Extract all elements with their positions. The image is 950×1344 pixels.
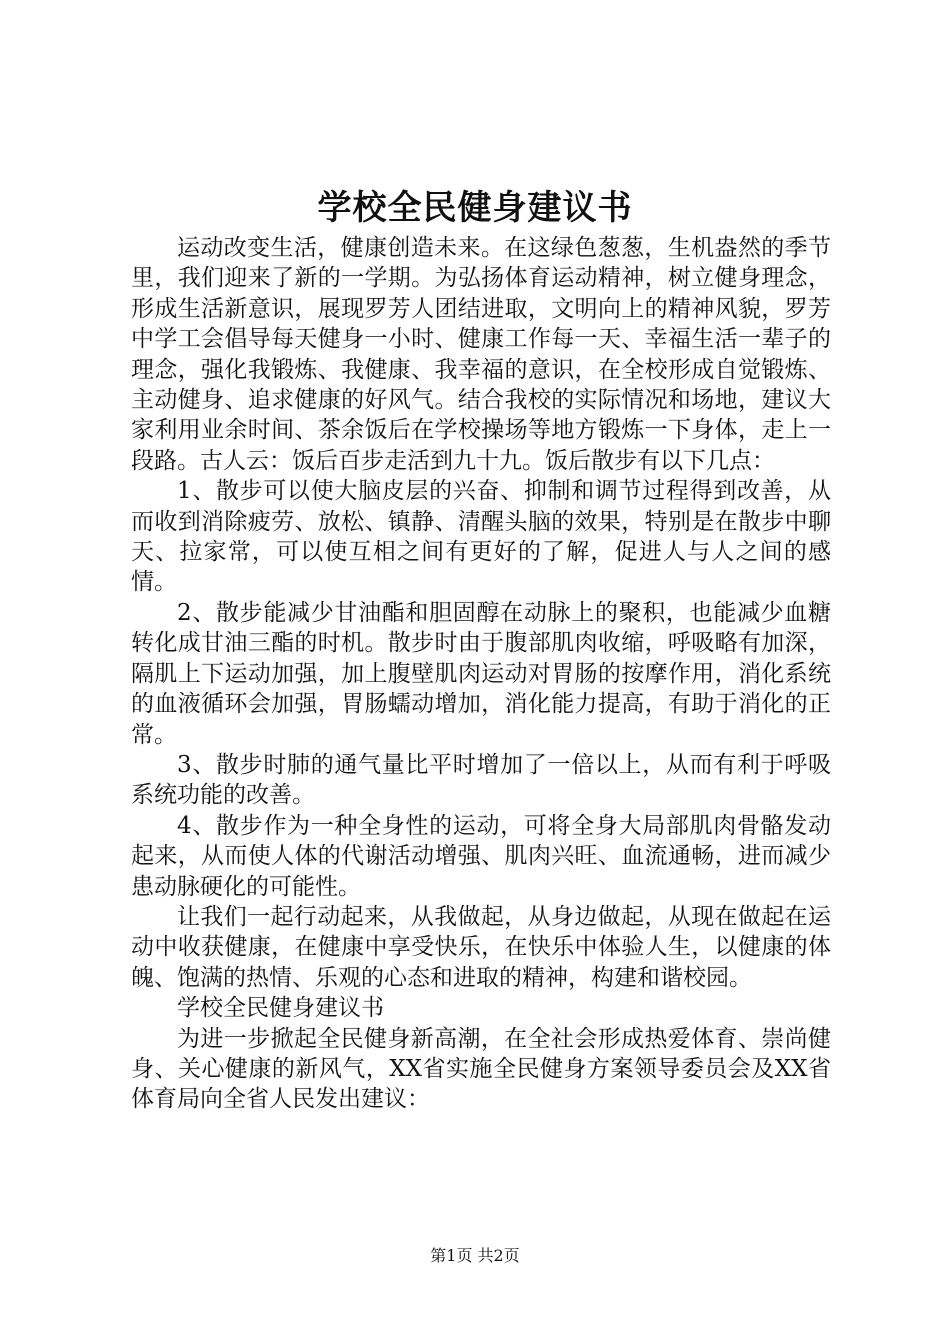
paragraph-point-3: 3、散步时肺的通气量比平时增加了一倍以上，从而有利于呼吸系统功能的改善。 [131,751,831,809]
paragraph-subtitle: 学校全民健身建议书 [177,995,384,1022]
paragraph-intro: 运动改变生活，健康创造未来。在这绿色葱葱，生机盎然的季节里，我们迎来了新的一学期。为弘扬体育运动精神，树立健身理念，形成生活新意识，展现罗芳人团结进取，文明向上的精神风貌，罗芳中学工会倡导每天健身一小时、健康工作每一天、幸福生活一辈子的理念，强化我锻炼、我健康、我幸福的意识，在全校形成自觉锻炼、主动健身、追求健康的好风气。结合我校的实际情况和场地，建议大家利用业余时间、茶余饭后在学校操场等地方锻炼一下身体，走上一段路。古人云：饭后百步走活到九十九。饭后散步有以下几点： [131,235,831,474]
document-title: 学校全民健身建议书 [317,188,633,228]
paragraph-second-intro: 为进一步掀起全民健身新高潮，在全社会形成热爱体育、崇尚健身、关心健康的新风气，XX省实施全民健身方案领导委员会及XX省体育局向全省人民发出建议： [131,1025,831,1113]
paragraph-point-2: 2、散步能减少甘油酯和胆固醇在动脉上的聚积，也能减少血糖转化成甘油三酯的时机。散步时由于腹部肌肉收缩，呼吸略有加深，隔肌上下运动加强，加上腹壁肌肉运动对胃肠的按摩作用，消化系统的血液循环会加强，胃肠蠕动增加，消化能力提高，有助于消化的正常。 [131,599,831,748]
paragraph-point-4: 4、散步作为一种全身性的运动，可将全身大局部肌肉骨骼发动起来，从而使人体的代谢活动增强、肌肉兴旺、血流通畅，进而减少患动脉硬化的可能性。 [131,812,831,900]
paragraph-point-1: 1、散步可以使大脑皮层的兴奋、抑制和调节过程得到改善，从而收到消除疲劳、放松、镇静、清醒头脑的效果，特别是在散步中聊天、拉家常，可以使互相之间有更好的了解，促进人与人之间的感情。 [131,478,831,596]
paragraph-conclusion: 让我们一起行动起来，从我做起，从身边做起，从现在做起在运动中收获健康，在健康中享受快乐，在快乐中体验人生，以健康的体魄、饱满的热情、乐观的心态和进取的精神，构建和谐校园。 [131,903,831,991]
page-footer: 第1页 共2页 [430,1246,520,1265]
document-body [131,233,831,1115]
